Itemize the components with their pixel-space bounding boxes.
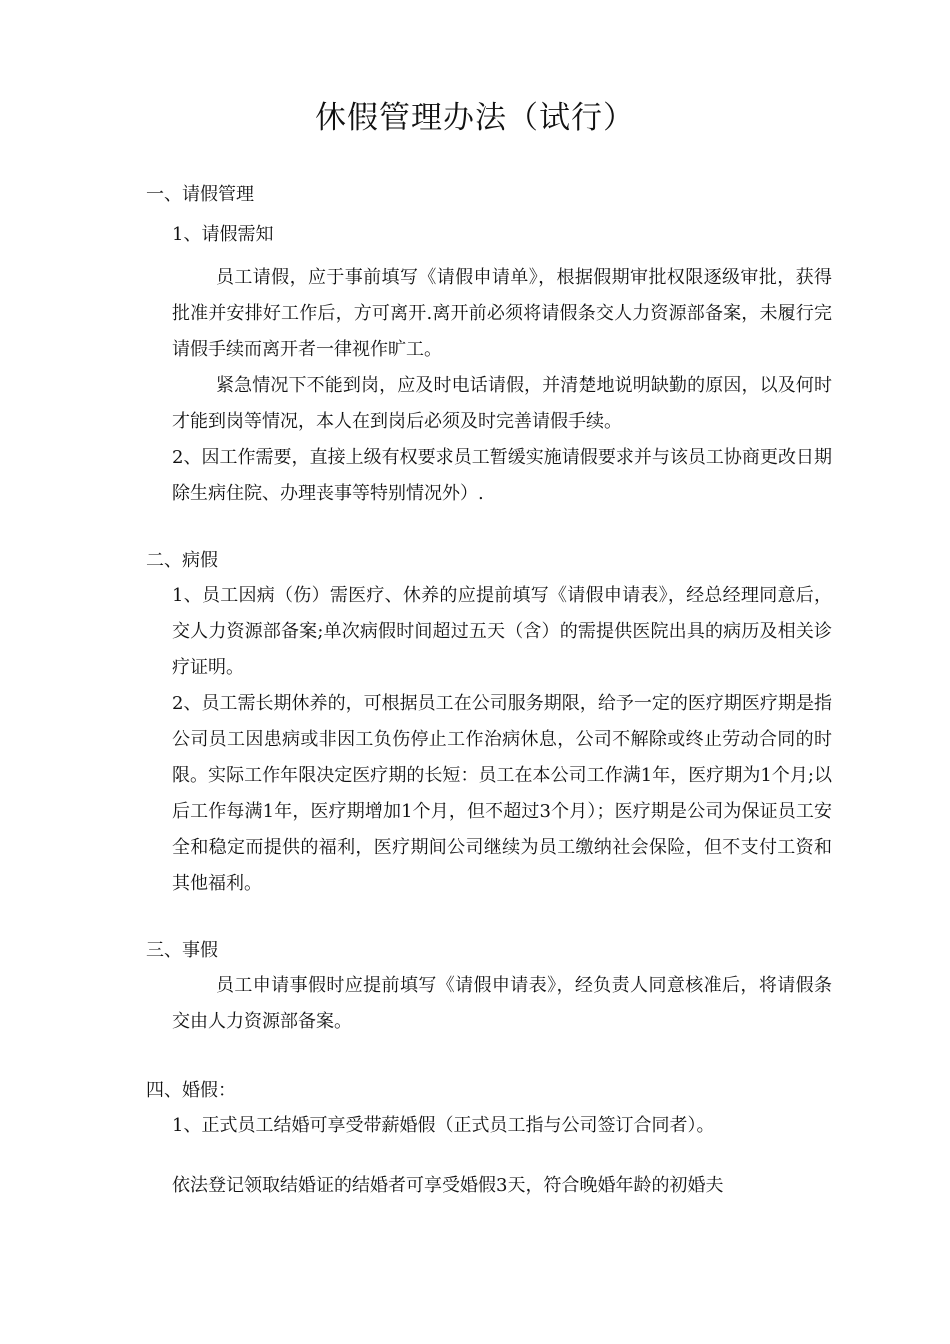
section-heading-personal-leave: 三、事假 [146,940,218,961]
subsection-heading-leave-notice: 1、请假需知 [172,224,274,245]
paragraph-leave-procedure: 员工请假，应于事前填写《请假申请单》，根据假期审批权限逐级审批，获得批准并安排好工作后，方可离开.离开前必须将请假条交人力资源部备案，未履行完请假手续而离开者一律视作旷工。 [172,267,832,360]
section-heading-marriage-leave: 四、婚假： [146,1080,236,1101]
paragraph-medical-period: 2、员工需长期休养的，可根据员工在公司服务期限，给予一定的医疗期医疗期是指公司员工因患病或非因工负伤停止工作治病休息，公司不解除或终止劳动合同的时限。实际工作年限决定医疗期的长短：员工在本公司工作满1年，医疗期为1个月;以后工作每满1年，医疗期增加1个月，但不超过3个月）；医疗期是公司为保证员工安全和稳定而提供的福利，医疗期间公司继续为员工缴纳社会保险，但不支付工资和其他福利。 [172,693,832,894]
document-title: 休假管理办法（试行） [315,100,635,136]
paragraph-marriage-leave-days: 依法登记领取结婚证的结婚者可享受婚假3天，符合晚婚年龄的初婚夫 [172,1175,724,1196]
paragraph-personal-leave: 员工申请事假时应提前填写《请假申请表》，经负责人同意核准后，将请假条交由人力资源部备案。 [172,975,832,1032]
paragraph-postpone-leave: 2、因工作需要，直接上级有权要求员工暂缓实施请假要求并与该员工协商更改日期除生病住院、办理丧事等特别情况外）. [172,447,832,504]
section-heading-leave-management: 一、请假管理 [146,184,254,205]
paragraph-emergency-leave: 紧急情况下不能到岗，应及时电话请假，并清楚地说明缺勤的原因，以及何时才能到岗等情况，本人在到岗后必须及时完善请假手续。 [172,375,832,432]
paragraph-marriage-leave-eligibility: 1、正式员工结婚可享受带薪婚假（正式员工指与公司签订合同者）。 [172,1115,715,1136]
paragraph-sick-leave-application: 1、员工因病（伤）需医疗、休养的应提前填写《请假申请表》，经总经理同意后，交人力资源部备案;单次病假时间超过五天（含）的需提供医院出具的病历及相关诊疗证明。 [172,585,832,678]
section-heading-sick-leave: 二、病假 [146,550,218,571]
